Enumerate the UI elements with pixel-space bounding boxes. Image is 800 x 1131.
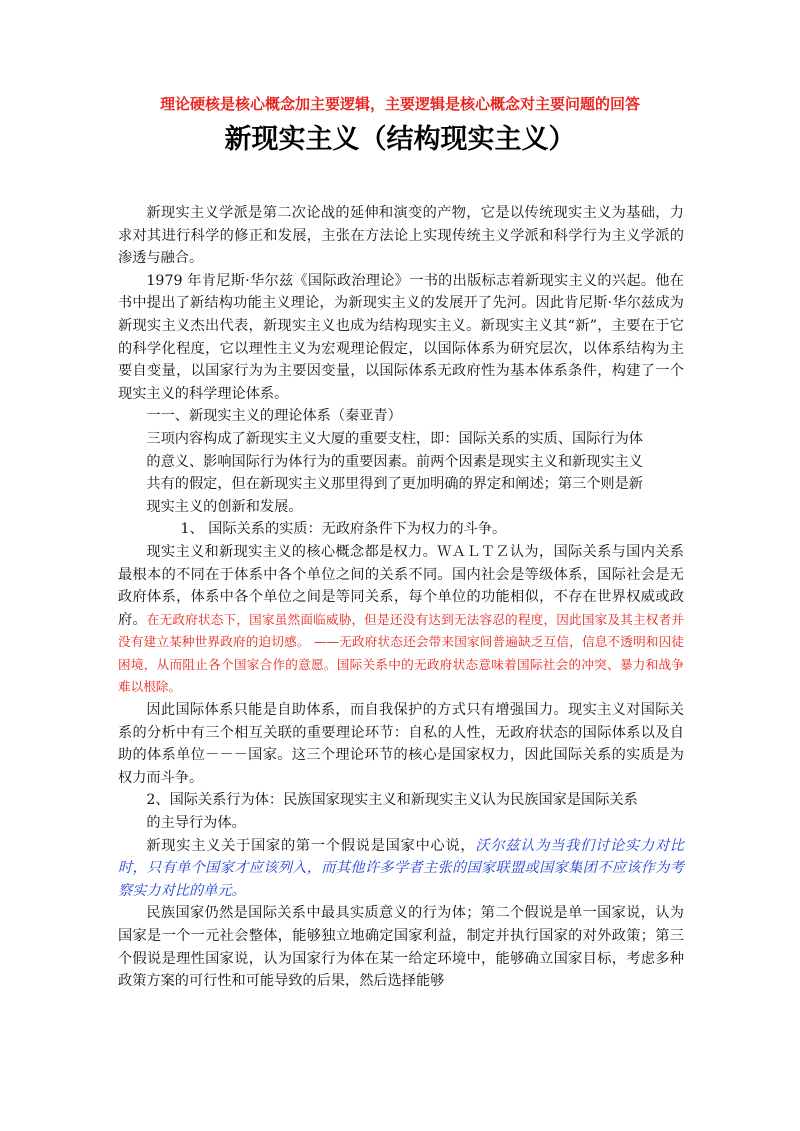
paragraph-power: [118, 541, 684, 699]
list-item-2-line2: 的主导行为体。: [146, 815, 246, 832]
list-item-1: 1、 国际关系的实质：无政府条件下为权力的斗争。: [180, 521, 507, 538]
document-body: [118, 202, 684, 993]
paragraph-state-centric: [118, 835, 684, 903]
paragraph-intro: 新现实主义学派是第二次论战的延伸和演变的产物，它是以传统现实主义为基础，力求对其进行科学的修正和发展，主张在方法论上实现传统主义学派和科学行为主义学派的渗透与融合。: [118, 205, 684, 267]
paragraph-pillars-line3: 共有的假定，但在新现实主义那里得到了更加明确的界定和阐述；第三个则是新: [146, 476, 643, 493]
paragraph-pillars-line1: 三项内容构成了新现实主义大厦的重要支柱，即：国际关系的实质、国际行为体: [146, 430, 643, 447]
highlight-red-text: 在无政府状态下，国家虽然面临威胁，但是还没有达到无法容忍的程度，因此国家及其主权者并没有建立某种世界政府的迫切感。 ——无政府状态还会带来国家间普遍缺乏互信，信息不透明和囚徒困境，从而阻止各个国家合作的意愿。国际关系中的无政府状态意味着国际社会的冲突、暴力和战争难以根除。: [118, 611, 684, 695]
highlight-blue-text: 沃尔兹认为当我们讨论实力对比时，只有单个国家才应该列入，而其他许多学者主张的国家联盟或国家集团不应该作为考察实力对比的单元。: [118, 837, 684, 899]
paragraph-waltz: 1979 年肯尼斯·华尔兹《国际政治理论》一书的出版标志着新现实主义的兴起。他在书中提出了新结构功能主义理论，为新现实主义的发展开了先河。因此肯尼斯·华尔兹成为新现实主义杰出代表，新现实主义也成为结构现实主义。新现实主义其“新”，主要在于它的科学化程度，它以理性主义为宏观理论假定，以国际体系为研究层次，以体系结构为主要自变量，以国家行为为主要因变量，以国际体系无政府性为基本体系条件，构建了一个现实主义的科学理论体系。: [118, 272, 684, 402]
section-heading: 一一、新现实主义的理论体系（秦亚青）: [146, 408, 402, 425]
paragraph-power-text: 现实主义和新现实主义的核心概念都是权力。ＷＡＬＴＺ认为，国际关系与国内关系最根本的不同在于体系中各个单位之间的关系不同。国内社会是等级体系，国际社会是无政府体系，体系中各个单位之间是等同关系，每个单位的功能相似，不存在世界权威或政府。: [118, 543, 684, 628]
list-item-2-line1: 2、国际关系行为体：民族国家现实主义和新现实主义认为民族国家是国际关系: [146, 792, 638, 809]
paragraph-selfhelp: 因此国际体系只能是自助体系，而自我保护的方式只有增强国力。现实主义对国际关系的分析中有三个相互关联的重要理论环节：自私的人性，无政府状态的国际体系以及自助的体系单位－－－国家。这三个理论环节的核心是国家权力，因此国际关系的实质是为权力而斗争。: [118, 702, 684, 786]
paragraph-state-centric-text: 新现实主义关于国家的第一个假说是国家中心说，: [146, 837, 476, 854]
paragraph-pillars-line2: 的意义、影响国际行为体行为的重要因素。前两个因素是现实主义和新现实主义: [146, 453, 643, 470]
document-title: 新现实主义（结构现实主义）: [224, 124, 576, 155]
document-subtitle: 理论硬核是核心概念加主要逻辑，主要逻辑是核心概念对主要问题的回答: [159, 95, 640, 113]
paragraph-pillars-line4: 现实主义的创新和发展。: [146, 498, 303, 515]
paragraph-state-hypotheses: 民族国家仍然是国际关系中最具实质意义的行为体；第二个假说是单一国家说，认为国家是一个一元社会整体，能够独立地确定国家利益，制定并执行国家的对外政策；第三个假说是理性国家说，认为国家行为体在某一给定环境中，能够确立国家目标，考虑多种政策方案的可行性和可能导致的后果，然后选择能够: [118, 905, 684, 990]
